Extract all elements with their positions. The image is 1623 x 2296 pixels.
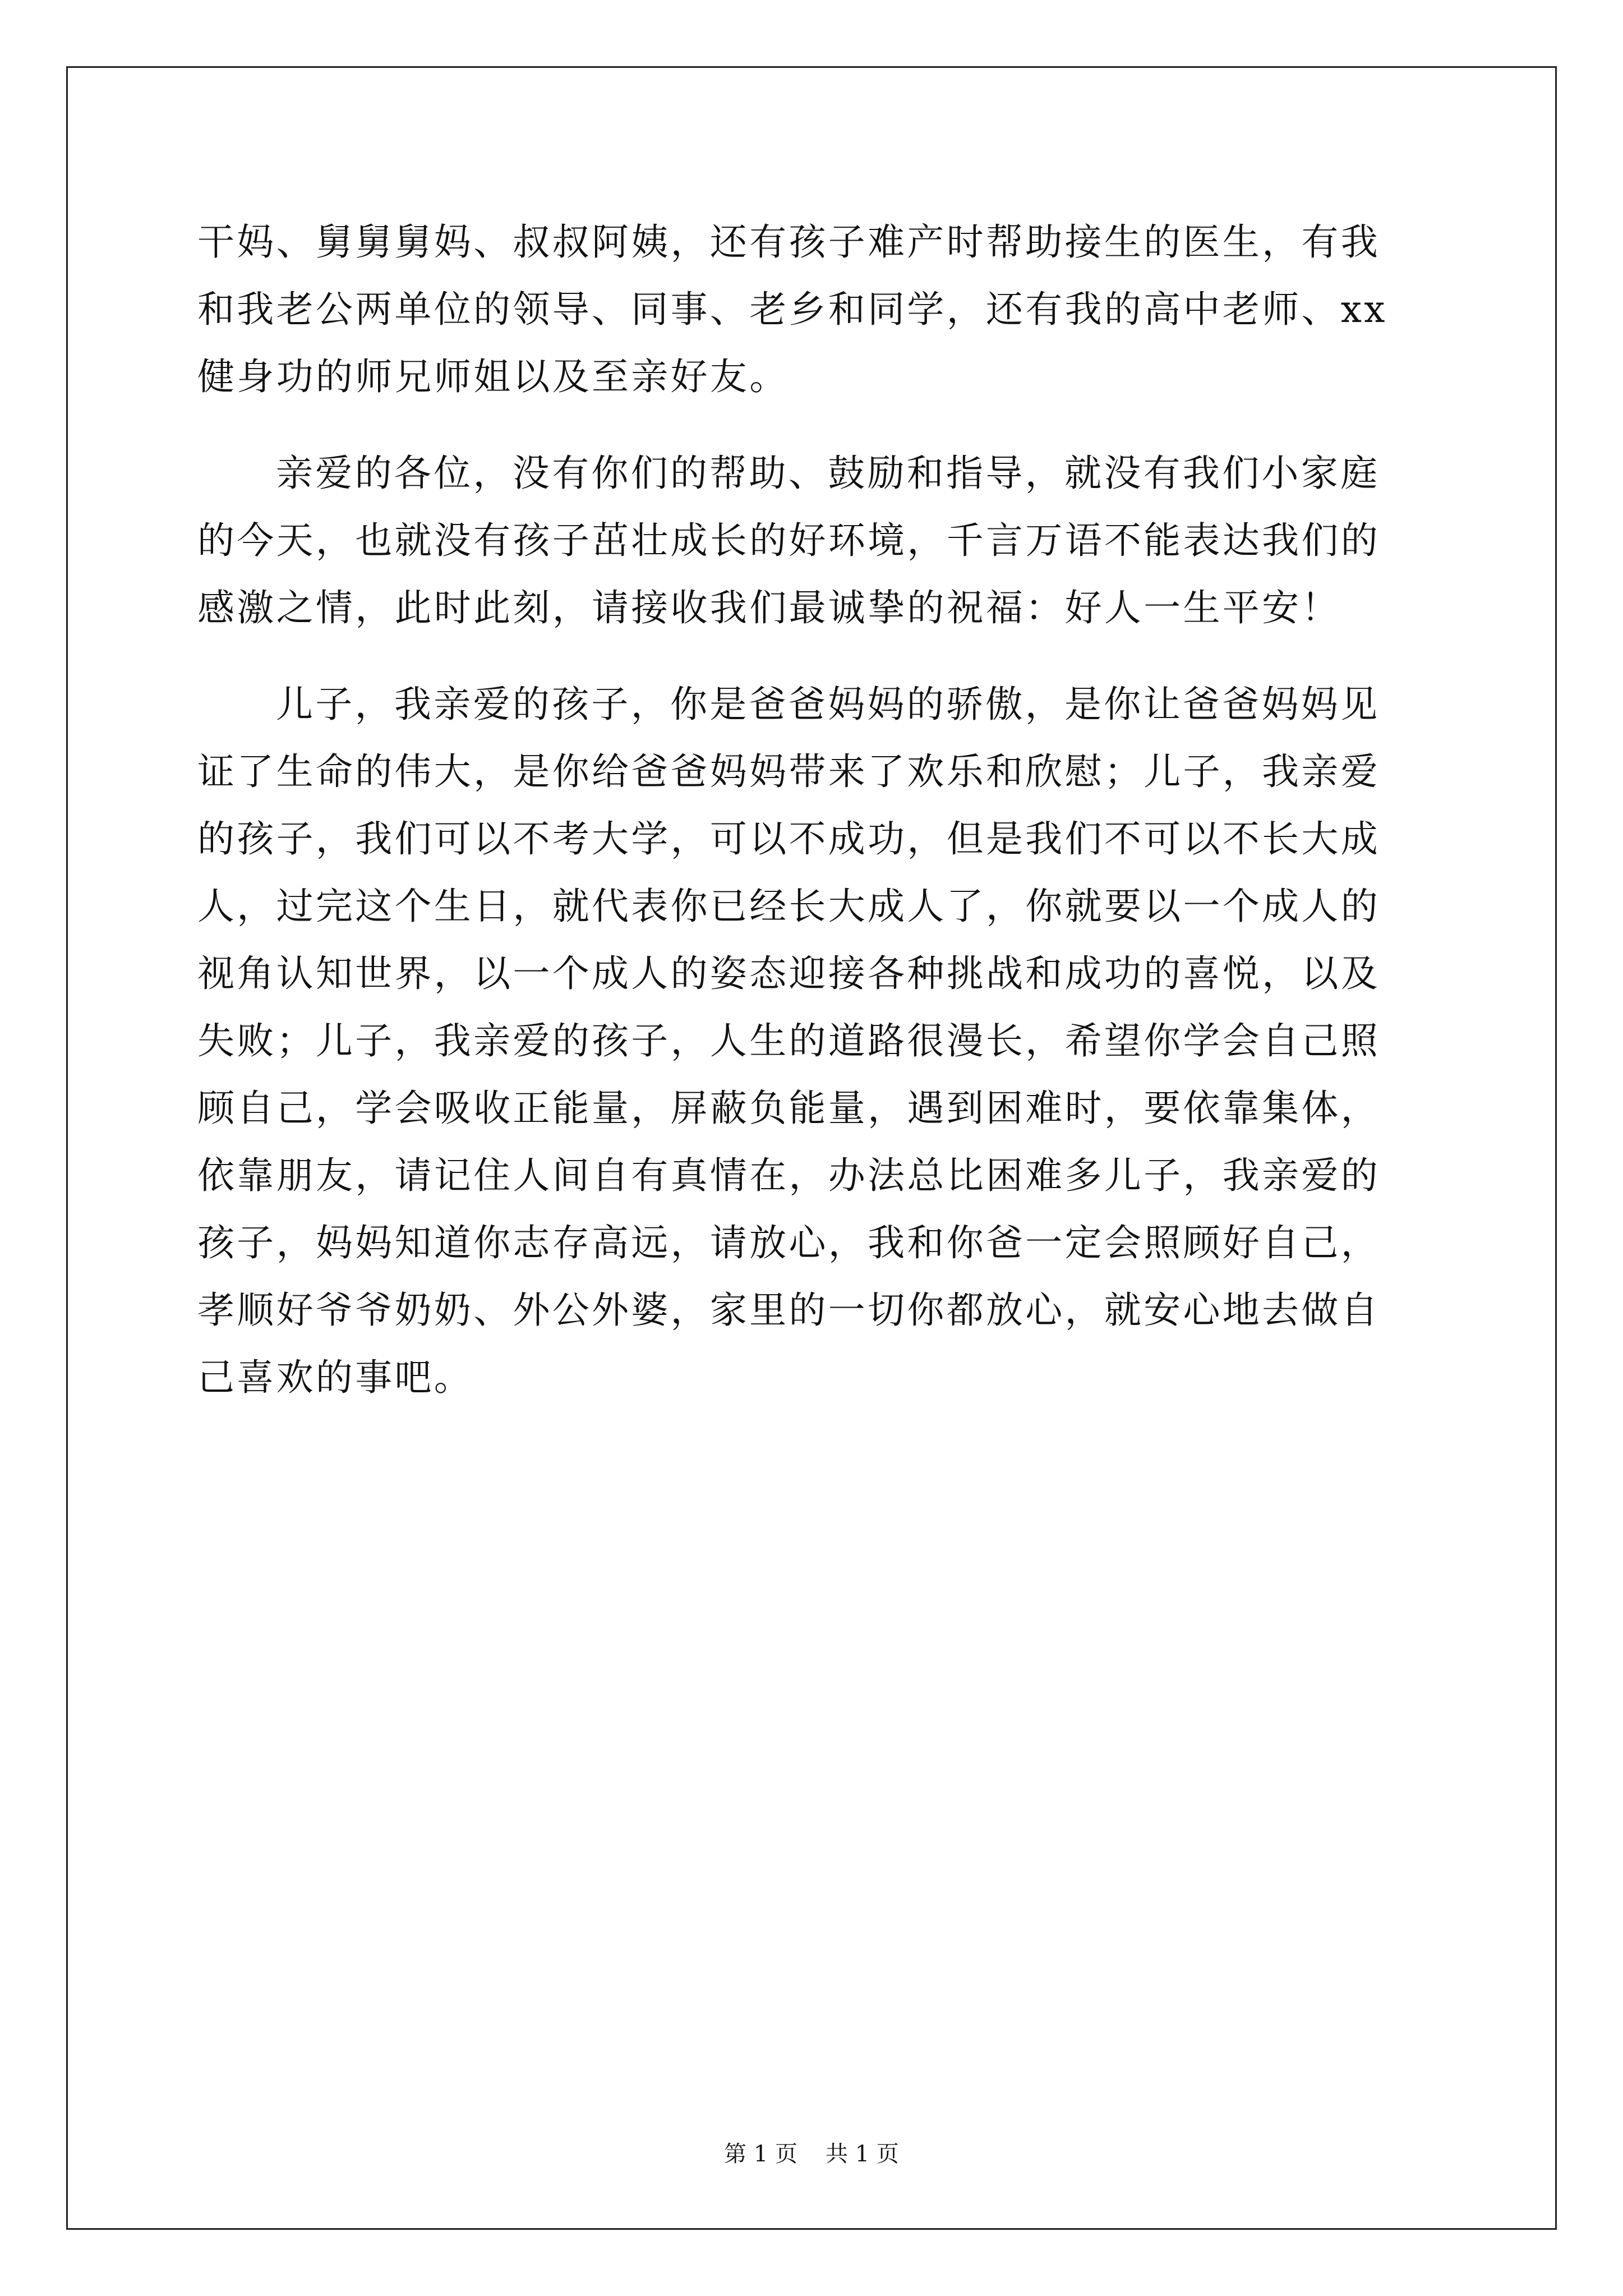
text-line: 亲爱的各位，没有你们的帮助、鼓励和指导，就没有我们小家庭 xyxy=(276,452,1380,495)
text-line: 证了生命的伟大，是你给爸爸妈妈带来了欢乐和欣慰；儿子，我亲爱 xyxy=(197,750,1380,793)
paragraph-gap xyxy=(197,411,1431,440)
text-line: 孝顺好爷爷奶奶、外公外婆，家里的一切你都放心，就安心地去做自 xyxy=(197,1289,1380,1332)
page-number: 第 1 页 xyxy=(724,2141,797,2167)
text-line: 感激之情，此时此刻，请接收我们最诚挚的祝福：好人一生平安！ xyxy=(197,586,1341,629)
page-total: 共 1 页 xyxy=(826,2141,899,2167)
text-line: 视角认知世界，以一个成人的姿态迎接各种挑战和成功的喜悦，以及 xyxy=(197,952,1380,995)
text-line: 依靠朋友，请记住人间自有真情在，办法总比困难多儿子，我亲爱的 xyxy=(197,1154,1380,1197)
text-line: 的孩子，我们可以不考大学，可以不成功，但是我们不可以不长大成 xyxy=(197,817,1380,861)
text-line: 失败；儿子，我亲爱的孩子，人生的道路很漫长，希望你学会自己照 xyxy=(197,1019,1380,1062)
text-line: 和我老公两单位的领导、同事、老乡和同学，还有我的高中老师、xx xyxy=(197,288,1387,331)
document-body xyxy=(197,209,1431,1411)
text-line: 孩子，妈妈知道你志存高远，请放心，我和你爸一定会照顾好自己， xyxy=(197,1221,1380,1264)
text-line: 干妈、舅舅舅妈、叔叔阿姨，还有孩子难产时帮助接生的医生，有我 xyxy=(197,220,1380,264)
text-line: 人，过完这个生日，就代表你已经长大成人了，你就要以一个成人的 xyxy=(197,885,1380,928)
paragraph-gap xyxy=(197,642,1431,671)
text-line: 顾自己，学会吸收正能量，屏蔽负能量，遇到困难时，要依靠集体， xyxy=(197,1087,1380,1130)
text-line: 儿子，我亲爱的孩子，你是爸爸妈妈的骄傲，是你让爸爸妈妈见 xyxy=(276,683,1380,726)
text-line: 健身功的师兄师姐以及至亲好友。 xyxy=(197,355,789,398)
text-line: 己喜欢的事吧。 xyxy=(197,1356,474,1399)
page-footer xyxy=(0,2136,1623,2168)
text-line: 的今天，也就没有孩子茁壮成长的好环境，千言万语不能表达我们的 xyxy=(197,519,1380,562)
